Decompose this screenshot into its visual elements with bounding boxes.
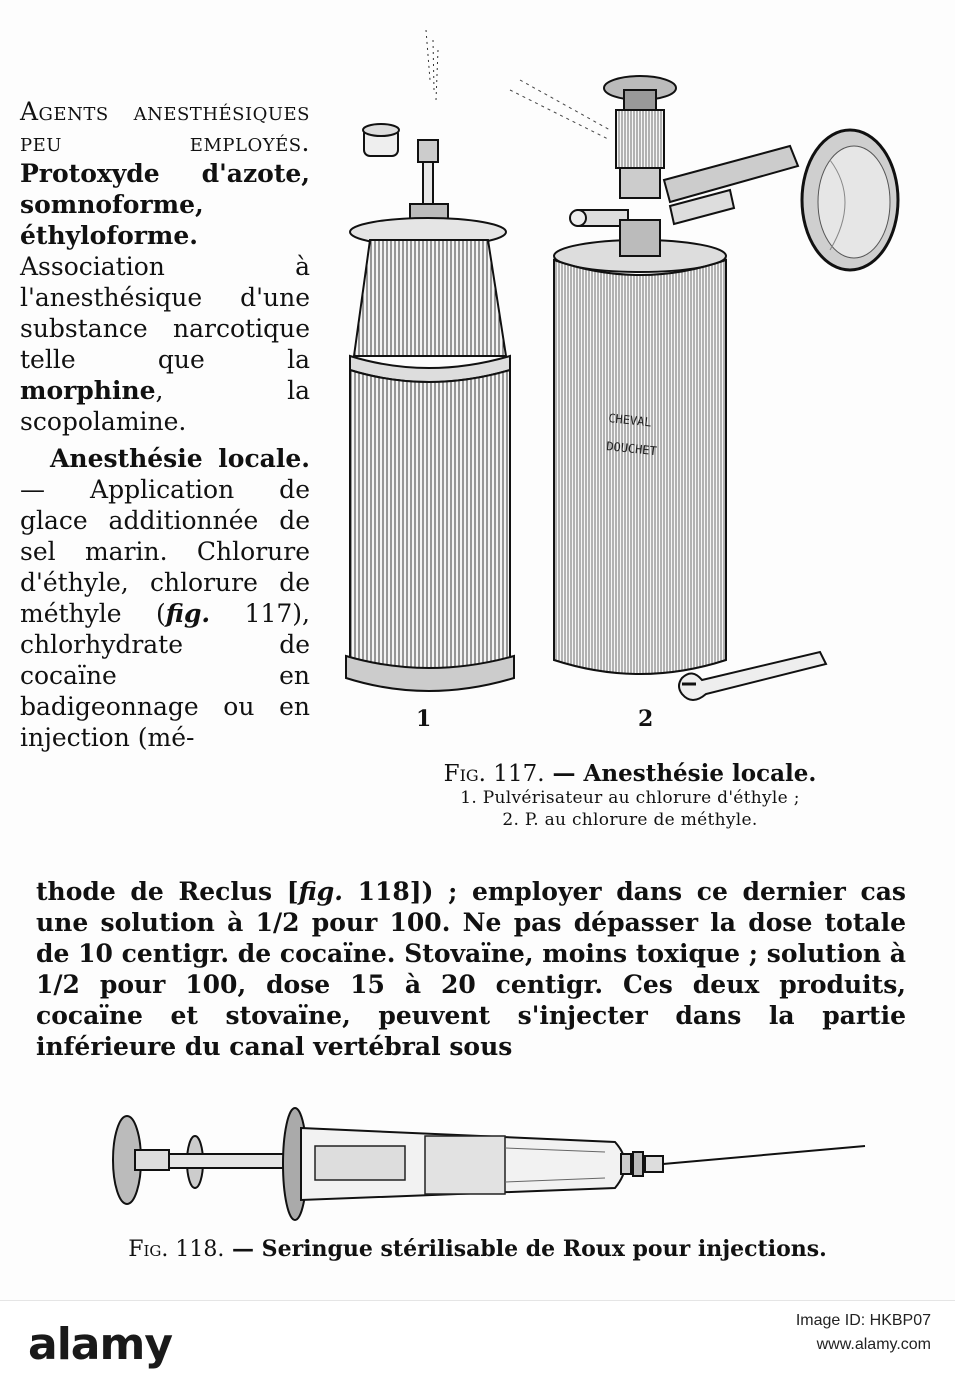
bottle-label-line1: CHEVAL — [607, 411, 653, 430]
caption-118-title: — Seringue stérilisable de Roux pour injections. — [224, 1236, 827, 1262]
bottle-methyl-chloride — [510, 76, 898, 674]
paragraph-anesthesie-locale — [20, 443, 310, 753]
left-column-text — [20, 96, 310, 753]
spray-bottles-illustration — [330, 20, 930, 760]
figure-117 — [330, 20, 930, 840]
image-id-block — [796, 1309, 931, 1357]
figure-118 — [95, 1100, 875, 1230]
caption-fig-117 — [330, 760, 930, 831]
stock-footer — [0, 1300, 955, 1391]
fig-ref-118: fig. — [298, 877, 343, 906]
caption-117-title: — Anesthésie locale. — [544, 760, 817, 787]
caption-117-line2: 2. P. au chlorure de méthyle. — [502, 810, 758, 830]
scopolamine-text: , la scopolamine. — [20, 376, 310, 436]
morphine-term: morphine — [20, 376, 156, 405]
caption-fig-118 — [40, 1236, 915, 1262]
agents-list: Protoxyde d'azote, somnoforme, éthyloforme. — [20, 159, 310, 250]
figure-label-1: 1 — [416, 706, 432, 732]
alamy-logo: alamy — [28, 1319, 172, 1370]
locale-text-1: — Application de glace additionnée de sel marin. Chlorure d'éthyle, chlorure de méthyle ( — [20, 475, 310, 628]
caption-117-line1: 1. Pulvérisateur au chlorure d'éthyle ; — [460, 788, 800, 808]
reclus-text: thode de Reclus [ — [36, 877, 299, 906]
site-url: www.alamy.com — [816, 1336, 931, 1353]
fig-ref-117: fig. — [165, 599, 211, 628]
body-text-continuation — [36, 876, 906, 1062]
image-id: Image ID: HKBP07 — [795, 1312, 931, 1329]
syringe-illustration — [95, 1100, 875, 1230]
association-text: Association à l'anesthésique d'une substance narcotique telle que la — [20, 252, 310, 374]
heading-anesthesie-locale: Anesthésie locale. — [50, 444, 310, 473]
bottle-label-line2: DOUCHET — [605, 439, 658, 459]
caption-118-number: Fig. 118. — [128, 1237, 225, 1262]
locale-text-2: 117), chlorhydrate de cocaïne en badigeonnage ou en injection (mé- — [20, 599, 310, 752]
figure-label-2: 2 — [638, 706, 654, 732]
paragraph-agents — [20, 96, 310, 437]
heading-agents: Agents anesthésiques peu employés. — [20, 97, 310, 157]
bottle-ethyl-chloride — [346, 30, 514, 691]
dosage-text: 118]) ; employer dans ce dernier cas une solution à 1/2 pour 100. Ne pas dépasser la dose totale de 10 centigr. de cocaïne. Stovaïne, moins toxique ; solution à 1/2 pour 100, dose 15 à 20 centigr. Ces deux produits, cocaïne et stovaïne, peuvent s'injecter dans la partie inférieure du canal vertébral sous — [36, 877, 906, 1061]
caption-117-number: Fig. 117. — [443, 761, 545, 787]
